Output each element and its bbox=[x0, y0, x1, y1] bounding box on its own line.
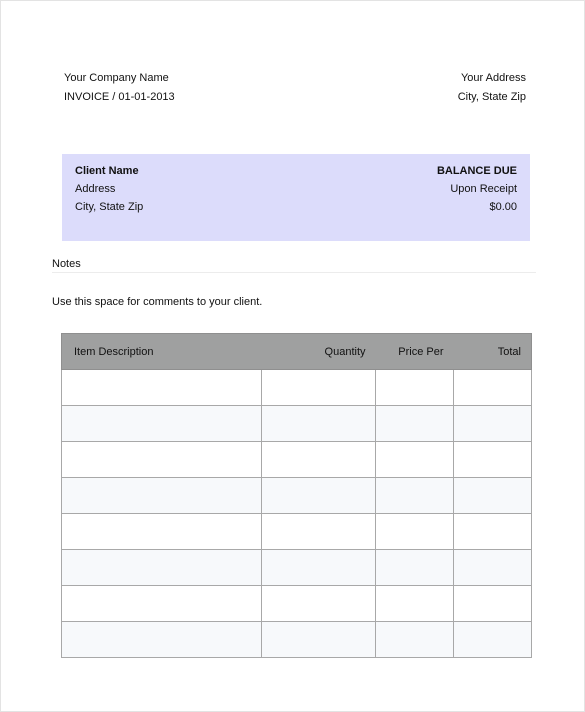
company-name: Your Company Name bbox=[64, 72, 169, 84]
quantity-cell[interactable] bbox=[262, 550, 376, 586]
item-description-cell[interactable] bbox=[62, 370, 262, 406]
price-per-cell[interactable] bbox=[376, 622, 454, 658]
company-address-block bbox=[458, 71, 526, 109]
balance-amount: $0.00 bbox=[489, 201, 517, 213]
column-header-price-per: Price Per bbox=[376, 334, 454, 370]
column-header-quantity: Quantity bbox=[262, 334, 376, 370]
table-row bbox=[62, 514, 532, 550]
total-cell[interactable] bbox=[454, 550, 532, 586]
total-cell[interactable] bbox=[454, 514, 532, 550]
item-description-cell[interactable] bbox=[62, 514, 262, 550]
notes-label: Notes bbox=[52, 258, 81, 270]
price-per-cell[interactable] bbox=[376, 478, 454, 514]
client-city-state-zip: City, State Zip bbox=[75, 201, 144, 213]
price-per-cell[interactable] bbox=[376, 406, 454, 442]
table-row bbox=[62, 370, 532, 406]
table-row bbox=[62, 406, 532, 442]
quantity-cell[interactable] bbox=[262, 622, 376, 658]
client-box bbox=[62, 154, 530, 241]
company-city-state-zip: City, State Zip bbox=[457, 91, 526, 103]
item-description-cell[interactable] bbox=[62, 622, 262, 658]
item-description-cell[interactable] bbox=[62, 478, 262, 514]
price-per-cell[interactable] bbox=[376, 514, 454, 550]
quantity-cell[interactable] bbox=[262, 514, 376, 550]
quantity-cell[interactable] bbox=[262, 478, 376, 514]
notes-divider bbox=[52, 272, 536, 273]
item-description-cell[interactable] bbox=[62, 586, 262, 622]
item-description-cell[interactable] bbox=[62, 442, 262, 478]
table-row bbox=[62, 586, 532, 622]
column-header-total: Total bbox=[454, 334, 532, 370]
total-cell[interactable] bbox=[454, 622, 532, 658]
column-header-item-description: Item Description bbox=[62, 334, 262, 370]
table-row bbox=[62, 442, 532, 478]
price-per-cell[interactable] bbox=[376, 442, 454, 478]
total-cell[interactable] bbox=[454, 586, 532, 622]
company-address: Your Address bbox=[460, 72, 526, 84]
item-description-cell[interactable] bbox=[62, 406, 262, 442]
total-cell[interactable] bbox=[454, 442, 532, 478]
price-per-cell[interactable] bbox=[376, 586, 454, 622]
quantity-cell[interactable] bbox=[262, 586, 376, 622]
price-per-cell[interactable] bbox=[376, 550, 454, 586]
client-name: Client Name bbox=[75, 165, 139, 177]
company-block bbox=[64, 71, 175, 109]
client-address: Address bbox=[75, 183, 116, 195]
table-row bbox=[62, 478, 532, 514]
quantity-cell[interactable] bbox=[262, 370, 376, 406]
price-per-cell[interactable] bbox=[376, 370, 454, 406]
table-row bbox=[62, 550, 532, 586]
quantity-cell[interactable] bbox=[262, 406, 376, 442]
balance-due-label: BALANCE DUE bbox=[436, 165, 517, 177]
invoice-number-date: INVOICE / 01-01-2013 bbox=[64, 91, 175, 103]
items-table bbox=[61, 333, 532, 658]
items-table-header bbox=[62, 334, 532, 370]
notes-text[interactable]: Use this space for comments to your client. bbox=[52, 296, 263, 308]
quantity-cell[interactable] bbox=[262, 442, 376, 478]
item-description-cell[interactable] bbox=[62, 550, 262, 586]
total-cell[interactable] bbox=[454, 370, 532, 406]
client-info bbox=[75, 164, 143, 218]
table-row bbox=[62, 622, 532, 658]
total-cell[interactable] bbox=[454, 406, 532, 442]
total-cell[interactable] bbox=[454, 478, 532, 514]
balance-info bbox=[437, 164, 517, 218]
payment-terms: Upon Receipt bbox=[450, 183, 517, 195]
